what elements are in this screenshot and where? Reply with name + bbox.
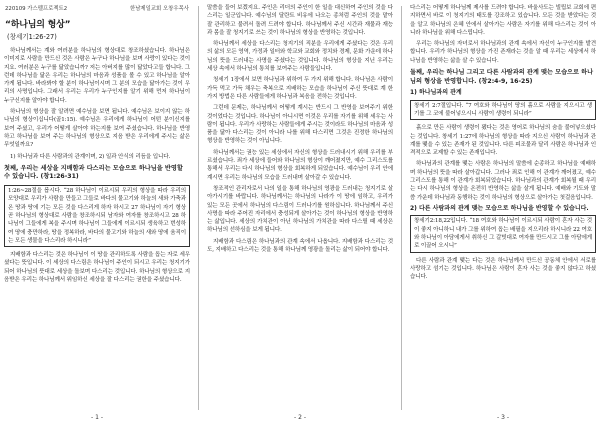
page-number: - 3 - (497, 414, 509, 421)
paragraph: 지배함과 다스림은 하나님과의 관계 속에서 나옵니다. 지배함과 다스리는 것도, 지배하고 다스리는 것을 통해 하나님께 영광을 돌리는 삶이 되어야 합니다. (207, 238, 393, 254)
paragraph: 우리는 하나님의 자녀로서 하나님과의 관계 속에서 자신이 누구인지를 발견합니다. 우리가 하나님의 형상을 가진 존재라는 것을 알 때 우리는 세상에서 하나님을 반영하는 삶을 살 수 있습니다. (410, 41, 596, 64)
scripture-box: 1:26~28절을 봅시다. “28 하나님이 이르시되 우리의 형상을 따라 우리의 모양대로 우리가 사람을 만들고 그들로 바다의 물고기와 하늘의 새와 가축과 온 땅과 땅에 기는 모든 것을 다스리게 하자 하시고 27 하나님이 자기 형상 곧 하나님의 형상대로 사람을 창조하시되 남자와 여자를 창조하시고 28 하나님이 그들에게 복을 주시며 하나님이 그들에게 이르시되 생육하고 번성하여 땅에 충만하라, 땅을 정복하라, 바다의 물고기와 하늘의 새와 땅에 움직이는 모든 생물을 다스리라 하시니라” (4, 185, 190, 247)
paragraph: 하나님의 형상을 잘 알려면 예수님을 보면 됩니다. 예수님은 보이지 않는 하나님의 형상이십니다(골1:15). 예수님은 우리에게 하나님이 어떤 분이신지를 보여 주셨고, 우리가 어떻게 살아야 하는지를 보여 주셨습니다. 하나님을 반영하고 하나님을 보여 주는 하나님의 형상으로 지음 받은 우리에게 주시는 삶은 무엇일까요? (4, 109, 190, 149)
paragraph: 1) 하나님과 다른 사람과의 관계이며, 2) 일과 안식의 리듬을 입니다. (10, 153, 171, 160)
header-church: 한남제일교회 오창우목사 (130, 6, 189, 12)
page-column-3 (410, 4, 596, 420)
page-number: - 2 - (294, 414, 306, 421)
paragraph: 그런데 문제는, 하나님께서 어떻게 계시는 반드시 그 반영을 보여주기 위한 것이었다는 것입니다. 하나님이 아니시면 이것은 우리를 자기를 위해 세우는 사람이 됩니다. 우리가 사랑하는 사람들에게 주시는 것이라도 하나님의 마음과 성품을 닮아 다스리는 것이 아니라 나를 위해 다스리면 그것은 진정한 하나님의 형상을 반영하는 것이 아닙니다. (207, 105, 393, 145)
paragraph: 하나님께서는 권능 있는 세상에서 자신의 형상을 드러내시기 위해 우리를 부르셨습니다. 죄가 세상에 들어와 하나님의 형상이 깨어졌지만, 예수 그리스도를 통해서 우리는 다시 하나님의 형상을 회복하게 되었습니다. 예수님이 우리 안에 계시면 우리는 하나님의 모습을 드러내며 살아갈 수 있습니다. (207, 149, 393, 181)
paragraph: 하나님과의 관계를 맺는 사람은 하나님의 말씀에 순종하고 하나님을 예배하며 하나님의 뜻을 따라 살아갑니다. 그러나 죄로 인해 이 관계가 깨어졌고, 예수 그리스도를 통해 이 관계가 회복되었습니다. 하나님과의 관계가 회복될 때 우리는 다시 하나님의 형상을 온전히 반영하는 삶을 살게 됩니다. 예배와 기도와 말씀 가운데 하나님과 동행하는 것이 하나님의 형상으로 살아가는 첫걸음입니다. (410, 161, 596, 201)
paragraph: 다스리는 어떻게 하나님께 제사를 드려야 합니다. 바울사도는 빌립보 교회에 편지하면서 바로 이 청지기의 태도를 강조하고 있습니다. 모든 것을 받았다는 것을 알고 하나님의 은혜 안에서 살아가는 사람은 자기를 위해 다스리는 것이 아니라 하나님을 위해 다스립니다. (410, 5, 596, 36)
page-header (4, 4, 190, 15)
page-column-1 (4, 4, 190, 420)
scripture-box: 창세기 2:7절입니다. “7 여호와 하나님이 땅의 흙으로 사람을 지으시고 생기를 그 코에 불어넣으시니 사람이 생령이 되니라” (410, 100, 596, 121)
header-date: 220109 가스펠프로젝트2 (5, 6, 68, 12)
paragraph: 하나님께서는 계와 여러분을 하나님의 형상대로 창조하셨습니다. 하나님은 이미지로 사람을 만드신 것은 사람은 누구나 하나님을 보며 사랑이 있다는 것이지요. 여러분은 누구를 닮았습니까? 저는 아버지를 많이 닮았다고들 합니다. 그런데 하나님을 닮은 우리는 하나님의 마음과 성품을 볼 수 있고 하나님을 알아가게 됩니다. 바라봐야 할 분이 하나님이시며 그 분의 모습을 닮아가는 것이 우리의 사명입니다. 그래서 우리는 우리가 누구인지를 알기 위해 먼저 하나님이 누구신지를 알아야 합니다. (4, 48, 190, 104)
paragraph: 지배함과 다스리는 것은 하나님이 이 땅을 관리하도록 사람을 돕는 자로 세우셨다는 뜻입니다. 이 세상의 다스림은 하나님이 주인이 되시고 우리는 청지기가 되어 하나님의 뜻대로 세상을 돌보며 다스리는 것입니다. 하나님의 형상으로 지음받은 우리는 하나님께서 위임하신 세상을 잘 다스리는 권한을 주셨습니다. (4, 252, 190, 284)
column-divider-1 (198, 6, 199, 410)
page-column-2 (207, 4, 393, 420)
paragraph: 흙으로 만든 사람이 생령이 됐다는 것은 영어로 하나님의 숨을 불어넣으셨다는 것입니다. 창세기 1:27에 하나님의 형상을 따라 지으신 사람이 하나님과 관계를 맺을 수 있는 존재가 된 것입니다. 다른 피조물과 달리 사람은 하나님과 인격적으로 교제할 수 있는 존재입니다. (410, 125, 596, 157)
paragraph: 하나님께서 세상을 다스리는 청지기의 직분을 우리에게 주셨다는 것은 우리의 삶의 모든 영역, 가정과 일터와 학교와 교회와 정치와 경제, 문화 가운데 하나님의 뜻을 드러내는 사명을 주셨다는 것입니다. 하나님의 형상을 지닌 우리는 세상 속에서 하나님의 통치를 보여주는 사람들입니다. (207, 41, 393, 73)
paragraph: 다른 사람과 관계 맺는 다는 것은 하나님께서 만드신 공동체 안에서 서로를 사랑하고 섬기는 것입니다. 하나님은 사람이 혼자 사는 것을 좋지 않다고 하셨습니다. (410, 257, 596, 281)
section-heading: 둘째, 우리는 하나님 그리고 다른 사람과의 관계 맺는 모습으로 하나님의 형상을 반영합니다. (창2:4-9, 16-25) (410, 69, 594, 85)
column-divider-2 (401, 6, 402, 410)
scripture-box: 창세기2:18,22입니다. “18 여호와 하나님이 이르시되 사람이 혼자 사는 것이 좋지 아니하니 내가 그를 위하여 돕는 배필을 지으리라 하시니라 22 여호와 하나님이 아담에게서 취하신 그 갈빗대로 여자를 만드시고 그를 아담에게로 이끌어 오시니” (410, 215, 596, 252)
scripture-reference: (창세기1:26-27) (7, 33, 57, 41)
section-heading: 첫째, 우리는 세상을 지배함과 다스리는 모습으로 하나님을 반영할 수 있습니다. (창1:26-31) (4, 164, 183, 181)
paragraph: 청세기 1장에서 보면 하나님과 위하여 두 가지 위해 합니다. 하나님은 사람이 가득 먹고 가득 채우는 축복으로 지배하는 모습을 하나님이 주신 뜻대로 계 한 가지 방법은 다른 사람들에게 하나님과 복음을 전하는 것입니다. (207, 77, 393, 100)
page-number: - 1 - (91, 414, 103, 421)
sub-heading: 1) 하나님과의 관계 (410, 89, 462, 97)
sermon-title: “하나님의 형상” (5, 20, 71, 30)
paragraph: 창조적인 관리자로서 나의 일을 통해 하나님의 영광을 드러내는 청지기로 살아가시기를 바랍니다. 하나님께서는 하나님의 나라가 이 땅에 임하고, 우리가 있는 모든 곳에서 하나님의 다스림이 드러나기를 원하십니다. 하나님께서 주신 사명을 따라 주어진 자리에서 충성되게 살아가는 것이 하나님의 형상을 반영하는 삶입니다. 세상의 가치관이 아닌 하나님의 가치관을 따라 다스릴 때 세상은 하나님의 선하심을 보게 됩니다. (207, 185, 393, 234)
sub-heading: 2) 다른 사람과의 관계 맺는 모습으로 하나님을 반영할 수 있습니다. (410, 204, 589, 212)
paragraph: 말씀을 들어 보겠지요. 주인은 리더의 주인이 한 일을 대신하여 주인의 것을 다스리는 일군입니다. 예수님의 달란트 비유에 나오는 종처럼 주인의 것을 맡아 잘 관리하고 불려서 돌려 드려야 합니다. 하나님께서 주신 시간과 재물과 재능과 몸을 잘 청지기로 쓰는 것이 하나님의 형상을 반영하는 것입니다. (207, 5, 393, 36)
